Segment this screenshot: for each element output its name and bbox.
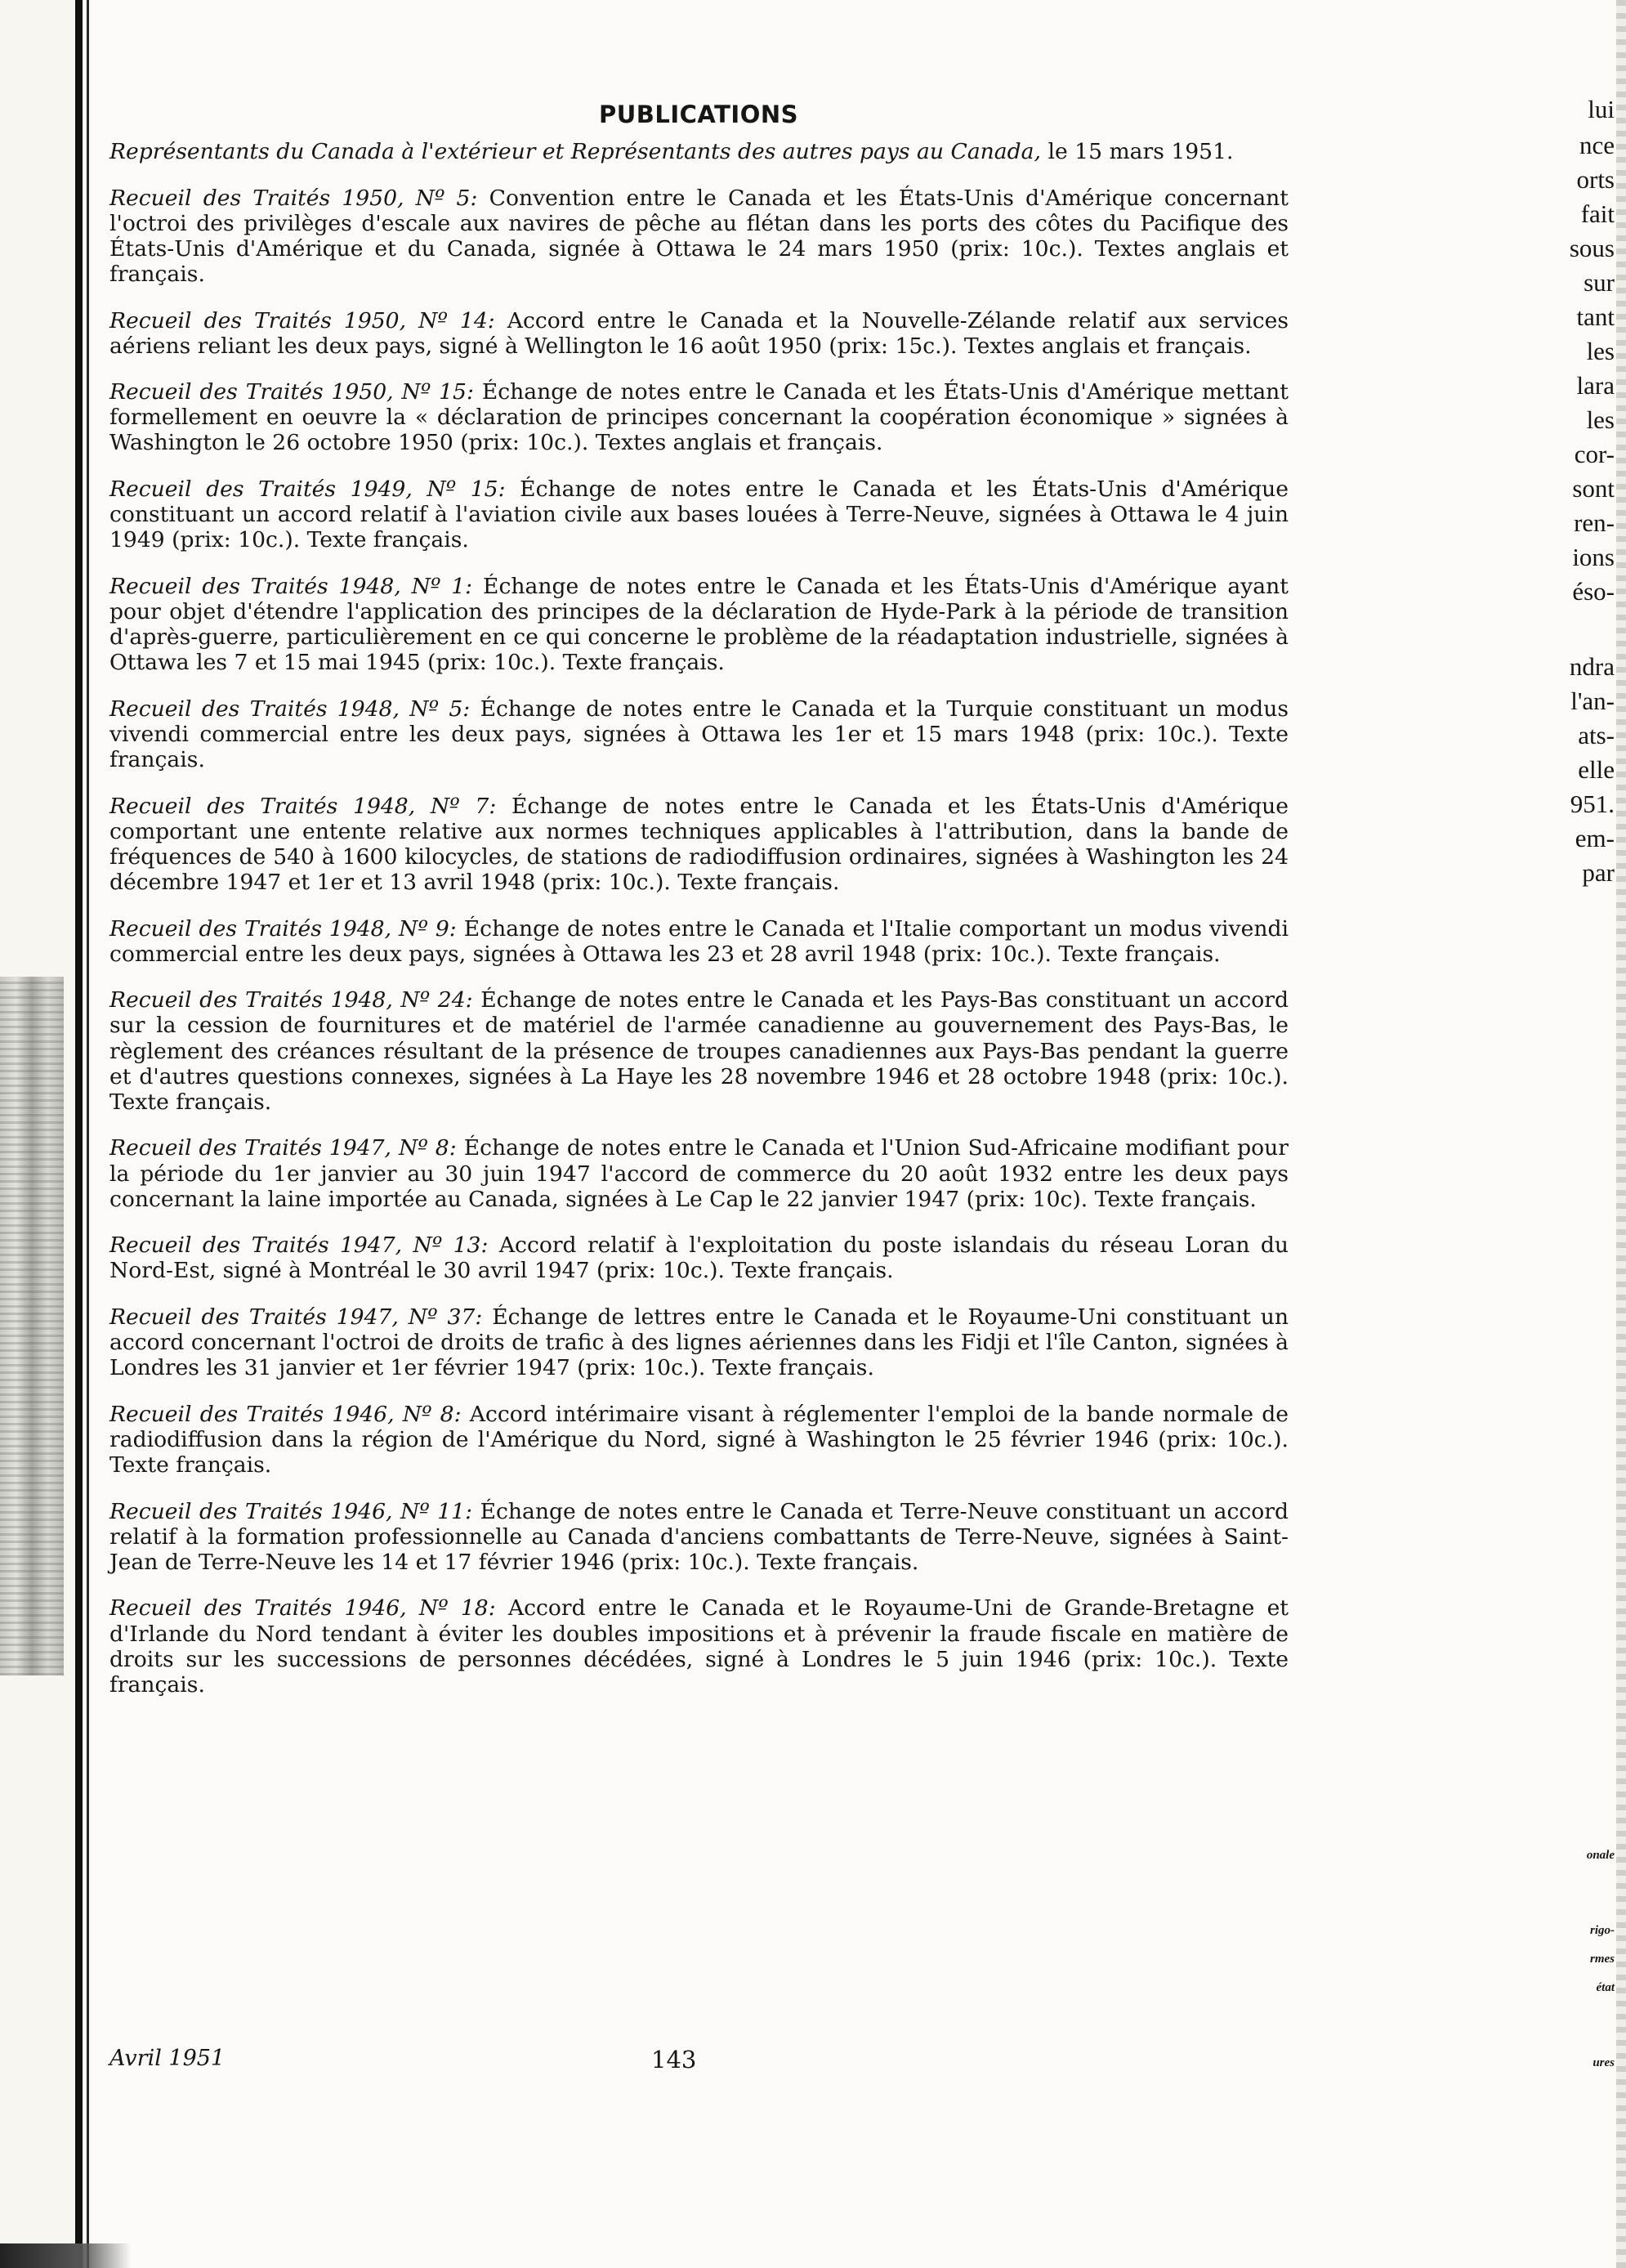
publication-description: Accord entre le Canada et la Nouvelle-Zélande relatif aux services aériens reliant les deux pays, signé à Wellington le 16 août 1950 (prix: 15c.). Textes anglais et français. bbox=[109, 307, 1289, 359]
adjacent-page-word: ats- bbox=[1578, 721, 1615, 749]
publication-description: Échange de notes entre le Canada et les États-Unis d'Amérique ayant pour objet d'étendre l'application des principes de la déclaration de Hyde-Park à la période de transition d'après-guerre, particulièrement en ce qui concerne le problème de la réadaptation industrielle, signées à Ottawa les 7 et 15 mai 1945 (prix: 10c.). Texte français. bbox=[109, 573, 1289, 676]
publication-entry bbox=[109, 139, 1289, 164]
adjacent-page-word: 951. bbox=[1570, 790, 1615, 818]
adjacent-page-word: nce bbox=[1579, 131, 1615, 159]
adjacent-page-word: sont bbox=[1572, 474, 1615, 503]
adjacent-page-word: sous bbox=[1569, 234, 1615, 262]
publication-reference: Recueil des Traités 1947, Nº 37: bbox=[109, 1304, 483, 1330]
publication-entry bbox=[109, 1232, 1289, 1283]
publication-reference: Recueil des Traités 1946, Nº 18: bbox=[109, 1595, 496, 1622]
publication-reference: Recueil des Traités 1949, Nº 15: bbox=[109, 476, 506, 503]
adjacent-page-word: lui bbox=[1588, 95, 1615, 123]
publication-description: Échange de notes entre le Canada et les Pays-Bas constituant un accord sur la cession de fournitures et de matériel de l'armée canadienne au gouvernement des Pays-Bas, le règlement des créances résultant de la présence de troupes canadiennes aux Pays-Bas pendant la guerre et d'autres questions connexes, signées à La Haye les 28 novembre 1946 et 28 octobre 1948 (prix: 10c.). Texte français. bbox=[109, 987, 1289, 1115]
publication-description: Échange de notes entre le Canada et Terre-Neuve constituant un accord relatif à la formation professionnelle au Canada d'anciens combattants de Terre-Neuve, signées à Saint-Jean de Terre-Neuve les 14 et 17 février 1946 (prix: 10c.). Texte français. bbox=[109, 1498, 1289, 1575]
publication-description: Accord entre le Canada et le Royaume-Uni de Grande-Bretagne et d'Irlande du Nord tendant à éviter les doubles impositions et à prévenir la fraude fiscale en matière de droits sur les successions de personnes décédées, signé à Londres le 5 juin 1946 (prix: 10c.). Texte français. bbox=[109, 1595, 1289, 1698]
page-right-edge bbox=[1616, 0, 1626, 2268]
publication-reference: Recueil des Traités 1948, Nº 7: bbox=[109, 793, 497, 819]
publication-reference: Recueil des Traités 1948, Nº 24: bbox=[109, 987, 473, 1013]
adjacent-page-word: tant bbox=[1576, 302, 1615, 331]
publication-description: Échange de notes entre le Canada et les États-Unis d'Amérique constituant un accord relatif à l'aviation civile aux bases louées à Terre-Neuve, signées à Ottawa le 4 juin 1949 (prix: 10c.). Texte français. bbox=[109, 476, 1289, 553]
adjacent-page-word: sur bbox=[1584, 268, 1615, 297]
adjacent-page-word: lara bbox=[1576, 371, 1615, 400]
publication-description: Échange de notes entre le Canada et l'Union Sud-Africaine modifiant pour la période du 1er janvier au 30 juin 1947 l'accord de commerce du 20 août 1932 entre les deux pays concernant la laine importée au Canada, signées à Le Cap le 22 janvier 1947 (prix: 10c). Texte français. bbox=[109, 1135, 1289, 1212]
footer-date: Avril 1951 bbox=[109, 2046, 226, 2071]
adjacent-page-note: état bbox=[1596, 1981, 1615, 1994]
adjacent-page-note: ures bbox=[1592, 2056, 1615, 2069]
publication-reference: Recueil des Traités 1948, Nº 1: bbox=[109, 573, 473, 599]
publication-entry bbox=[109, 379, 1289, 455]
adjacent-page-word: par bbox=[1582, 858, 1615, 887]
publication-reference: Représentants du Canada à l'extérieur et Représentants des autres pays au Canada, bbox=[109, 139, 1041, 164]
publication-description: Échange de lettres entre le Canada et le Royaume-Uni constituant un accord concernant l'octroi de droits de trafic à des lignes aériennes dans les Fidji et l'île Canton, signées à Londres les 31 janvier et 1er février 1947 (prix: 10c.). Texte français. bbox=[109, 1304, 1289, 1381]
binding-shadow bbox=[0, 2243, 131, 2268]
adjacent-page-word: ions bbox=[1572, 543, 1615, 571]
publication-reference: Recueil des Traités 1948, Nº 9: bbox=[109, 915, 457, 942]
publication-description: Échange de notes entre le Canada et la Turquie constituant un modus vivendi commercial entre les deux pays, signées à Ottawa les 1er et 15 mars 1948 (prix: 10c.). Texte français. bbox=[109, 696, 1289, 773]
publication-entry bbox=[109, 1595, 1289, 1697]
adjacent-page-word: elle bbox=[1578, 755, 1615, 784]
page-title: PUBLICATIONS bbox=[598, 101, 799, 129]
publication-entry bbox=[109, 916, 1289, 967]
adjacent-page-word: orts bbox=[1576, 165, 1615, 194]
publication-reference: Recueil des Traités 1950, Nº 5: bbox=[109, 185, 478, 211]
adjacent-page-word: ndra bbox=[1569, 652, 1615, 681]
adjacent-page-word: l'an- bbox=[1570, 687, 1615, 715]
adjacent-page-note: onale bbox=[1586, 1849, 1615, 1862]
publication-description: le 15 mars 1951. bbox=[1048, 139, 1234, 164]
adjacent-page-photo bbox=[0, 977, 64, 1675]
publication-entry bbox=[109, 1499, 1289, 1575]
publication-entry bbox=[109, 476, 1289, 552]
publication-reference: Recueil des Traités 1946, Nº 8: bbox=[109, 1401, 462, 1427]
publication-description: Accord relatif à l'exploitation du poste islandais du réseau Loran du Nord-Est, signé à Montréal le 30 avril 1947 (prix: 10c.). Texte français. bbox=[109, 1232, 1289, 1284]
adjacent-page-note: rmes bbox=[1590, 1953, 1615, 1966]
adjacent-page-word: les bbox=[1586, 405, 1615, 434]
publication-entry bbox=[109, 794, 1289, 895]
publication-description: Accord intérimaire visant à réglementer l'emploi de la bande normale de radiodiffusion dans la région de l'Amérique du Nord, signé à Washington le 25 février 1946 (prix: 10c.). Texte français. bbox=[109, 1401, 1289, 1478]
publication-list bbox=[109, 139, 1289, 1718]
publication-reference: Recueil des Traités 1950, Nº 14: bbox=[109, 307, 495, 333]
page-number: 143 bbox=[651, 2046, 697, 2073]
publication-reference: Recueil des Traités 1947, Nº 8: bbox=[109, 1135, 457, 1161]
adjacent-page-word: fait bbox=[1580, 199, 1615, 228]
publication-description: Échange de notes entre le Canada et les États-Unis d'Amérique mettant formellement en oeuvre la « déclaration de principes concernant la coopération économique » signées à Washington le 26 octobre 1950 (prix: 10c.). Textes anglais et français. bbox=[109, 379, 1289, 456]
adjacent-page-note: rigo- bbox=[1590, 1924, 1615, 1937]
binding-rule-inner bbox=[87, 0, 89, 2268]
publication-reference: Recueil des Traités 1947, Nº 13: bbox=[109, 1232, 489, 1259]
publication-entry bbox=[109, 1135, 1289, 1211]
publication-entry bbox=[109, 696, 1289, 772]
publication-reference: Recueil des Traités 1948, Nº 5: bbox=[109, 696, 471, 722]
publication-entry bbox=[109, 1304, 1289, 1380]
publication-reference: Recueil des Traités 1950, Nº 15: bbox=[109, 379, 474, 405]
publication-description: Échange de notes entre le Canada et l'Italie comportant un modus vivendi commercial entre les deux pays, signées à Ottawa les 23 et 28 avril 1948 (prix: 10c.). Texte français. bbox=[109, 915, 1289, 967]
adjacent-page-word: éso- bbox=[1572, 577, 1615, 606]
publication-description: Échange de notes entre le Canada et les États-Unis d'Amérique comportant une entente relative aux normes techniques applicables à l'attribution, dans la bande de fréquences de 540 à 1600 kilocycles, de stations de radiodiffusion ordinaires, signées à Washington les 24 décembre 1947 et 1er et 13 avril 1948 (prix: 10c.). Texte français. bbox=[109, 793, 1289, 896]
publication-description: Convention entre le Canada et les États-Unis d'Amérique concernant l'octroi des privilèges d'escale aux navires de pêche au flétan dans les ports des côtes du Pacifique des États-Unis d'Amérique et du Canada, signée à Ottawa le 24 mars 1950 (prix: 10c.). Textes anglais et français. bbox=[109, 185, 1289, 287]
adjacent-page-word: em- bbox=[1575, 824, 1615, 852]
adjacent-page-word: ren- bbox=[1574, 508, 1615, 537]
publication-entry bbox=[109, 987, 1289, 1115]
adjacent-page-word: cor- bbox=[1574, 440, 1615, 468]
publication-reference: Recueil des Traités 1946, Nº 11: bbox=[109, 1498, 473, 1524]
publication-entry bbox=[109, 574, 1289, 675]
binding-rule bbox=[75, 0, 83, 2268]
adjacent-page-word: les bbox=[1586, 337, 1615, 365]
publication-entry bbox=[109, 1402, 1289, 1478]
publication-entry bbox=[109, 308, 1289, 359]
publication-entry bbox=[109, 186, 1289, 287]
